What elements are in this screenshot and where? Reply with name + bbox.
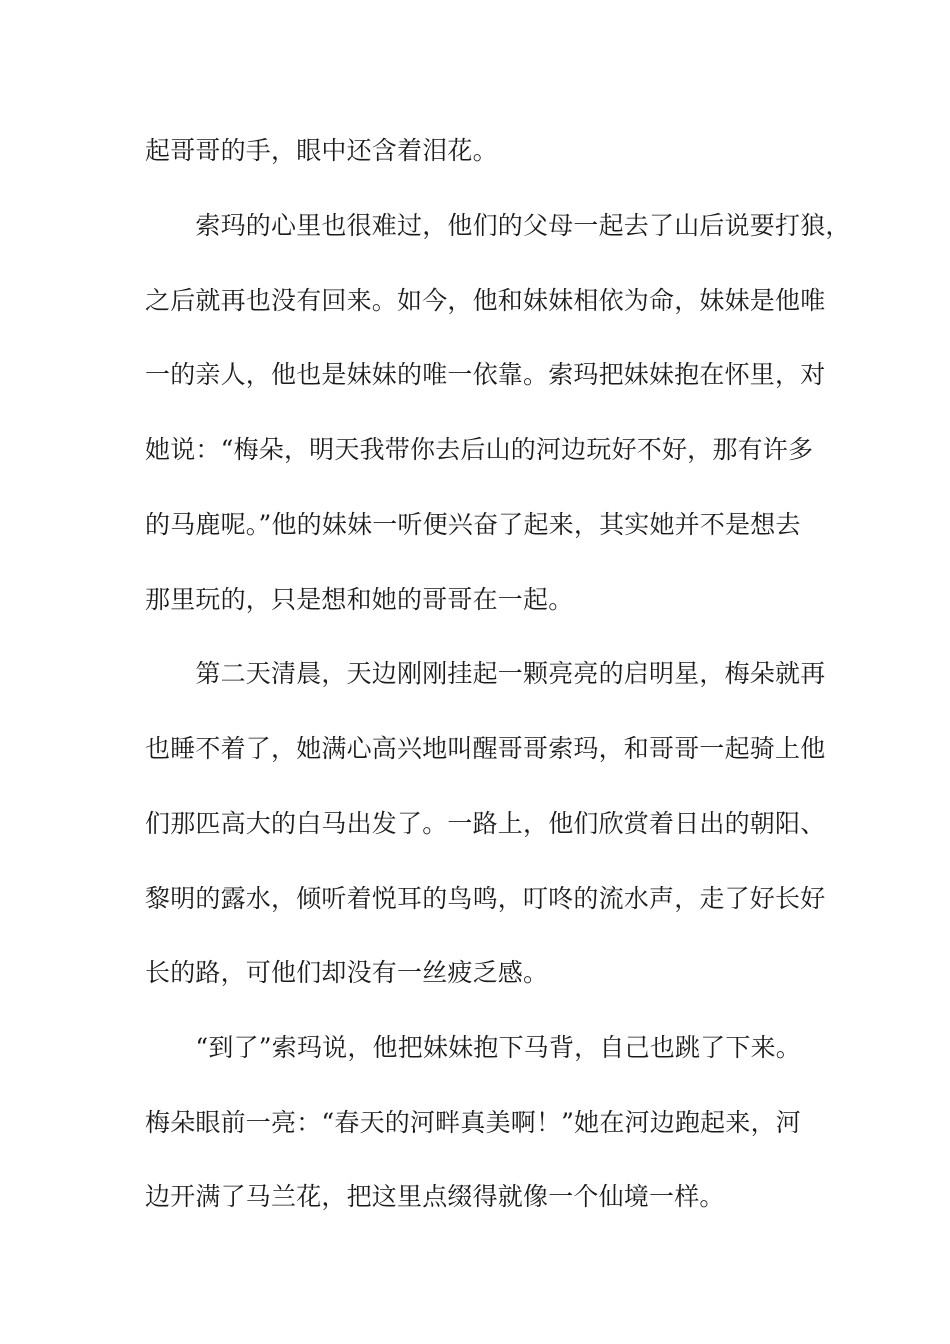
text-line: 第二天清晨，天边刚刚挂起一颗亮亮的启明星，梅朵就再 [145,659,826,688]
text-line: 梅朵眼前一亮：“春天的河畔真美啊！”她在河边跑起来，河 [145,1108,801,1137]
text-line: 一的亲人，他也是妹妹的唯一依靠。索玛把妹妹抱在怀里，对 [145,360,826,389]
text-line: 之后就再也没有回来。如今，他和妹妹相依为命，妹妹是他唯 [145,286,826,315]
text-line: 那里玩的，只是想和她的哥哥在一起。 [145,585,574,614]
text-line: 黎明的露水，倾听着悦耳的鸟鸣，叮咚的流水声，走了好长好 [145,884,826,913]
text-line: 也睡不着了，她满心高兴地叫醒哥哥索玛，和哥哥一起骑上他 [145,734,826,763]
text-line: 她说：“梅朵，明天我带你去后山的河边玩好不好，那有许多 [145,435,814,464]
text-line: 起哥哥的手，眼中还含着泪花。 [145,136,498,165]
text-line: 们那匹高大的白马出发了。一路上，他们欣赏着日出的朝阳、 [145,809,826,838]
text-line: 的马鹿呢。”他的妹妹一听便兴奋了起来，其实她并不是想去 [145,510,801,539]
text-line: “到了”索玛说，他把妹妹抱下马背，自己也跳了下来。 [145,1033,801,1062]
text-line: 长的路，可他们却没有一丝疲乏感。 [145,958,549,987]
text-line: 索玛的心里也很难过，他们的父母一起去了山后说要打狼， [145,211,851,240]
text-line: 边开满了马兰花，把这里点缀得就像一个仙境一样。 [145,1182,725,1211]
